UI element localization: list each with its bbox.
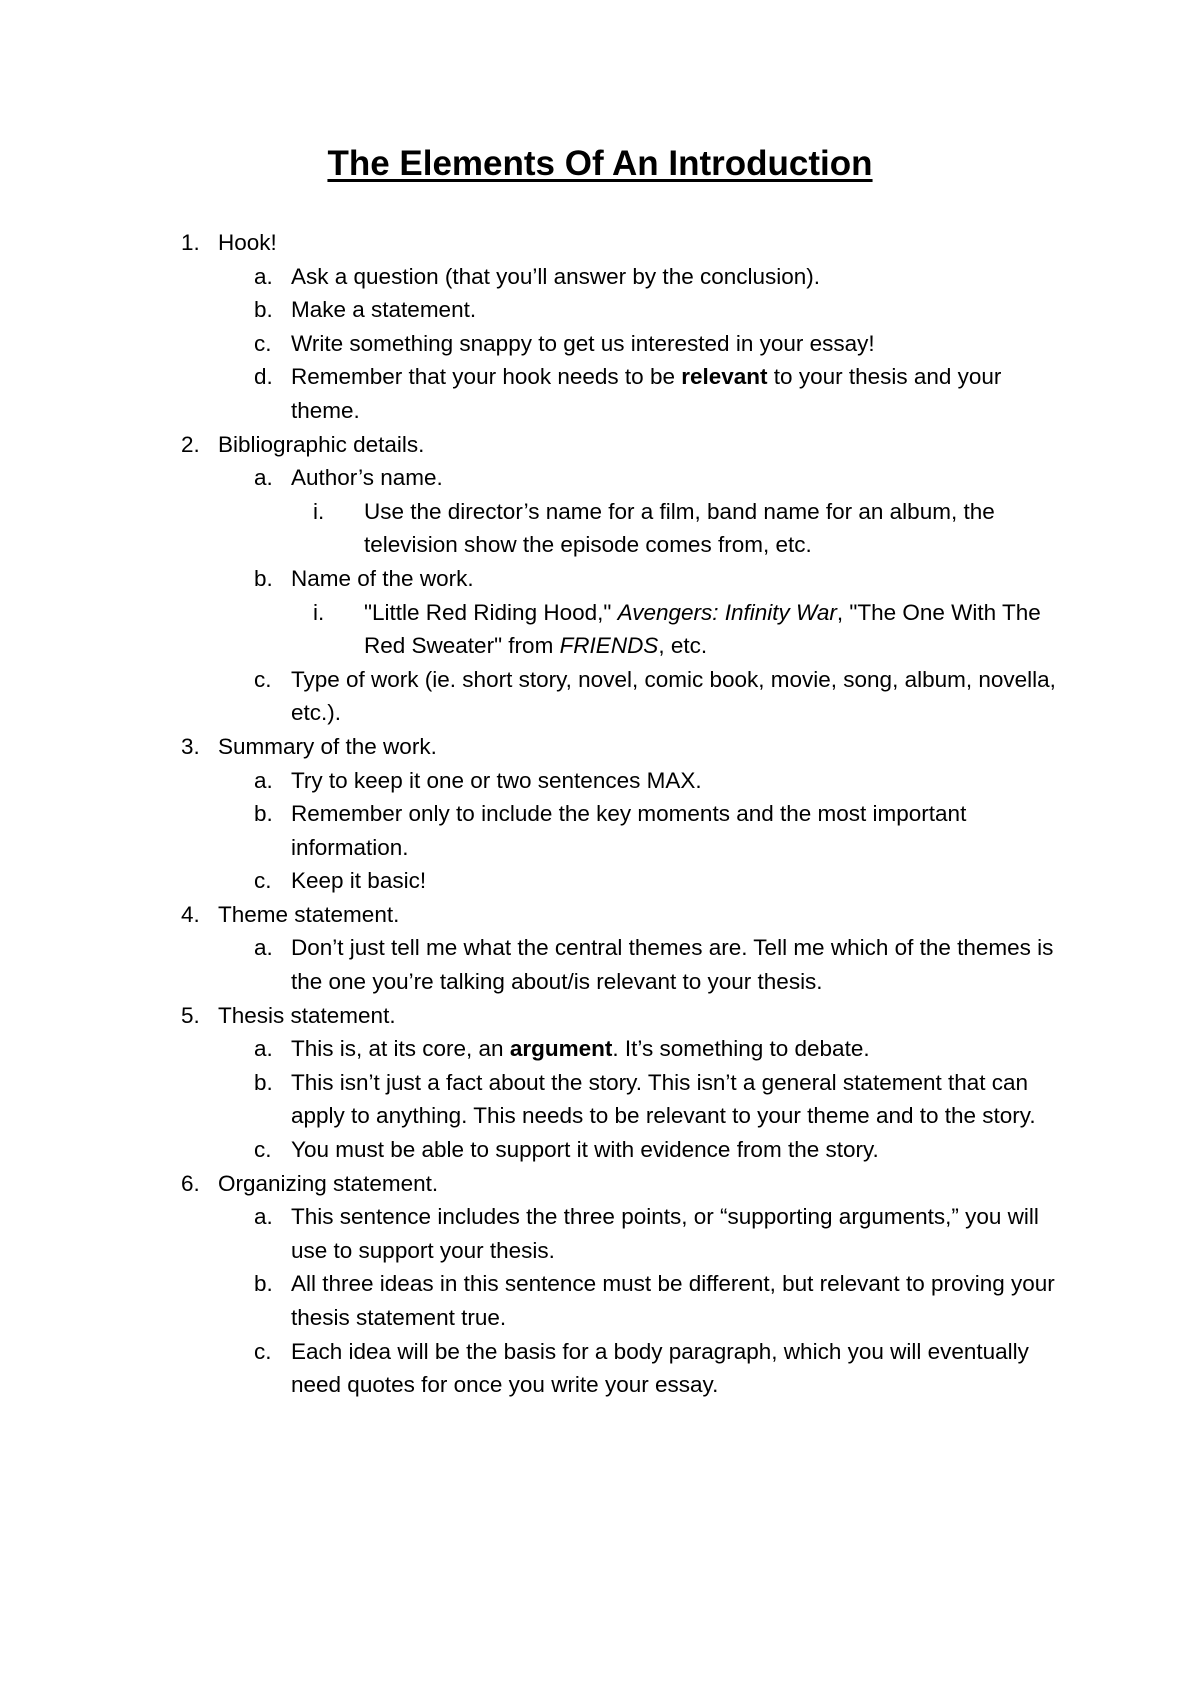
sub-item-text: This isn’t just a fact about the story. This isn’t a general statement that can apply to anything. This needs to be relevant to your theme and to the story. [291, 1069, 1036, 1129]
list-item-text: Organizing statement. [218, 1170, 439, 1196]
sub-list-item [0, 663, 1058, 730]
sub-list-item [0, 1335, 1058, 1402]
sub-item-text: All three ideas in this sentence must be different, but relevant to proving your thesis statement true. [291, 1271, 1055, 1330]
list-letter: c. [254, 1137, 272, 1163]
italic-title: FRIENDS [559, 633, 659, 659]
sub-list-item [0, 764, 1058, 798]
list-number: 4. [181, 901, 200, 927]
list-letter: c. [254, 868, 272, 894]
list-letter: c. [254, 330, 272, 356]
sub-item-text: Author’s name. [291, 465, 443, 491]
sub-item-text [291, 364, 1001, 423]
list-item [0, 1167, 1058, 1201]
sub-sub-list-item [0, 596, 1058, 663]
text-segment: "Little Red Riding Hood," [364, 599, 618, 625]
list-item [0, 428, 1058, 462]
list-letter: c. [254, 666, 272, 692]
page-title: The Elements Of An Introduction [327, 144, 873, 183]
list-letter: a. [254, 1204, 273, 1230]
list-item [0, 730, 1058, 764]
sub-list-item [0, 931, 1058, 998]
sub-item-text: You must be able to support it with evidence from the story. [291, 1137, 879, 1163]
list-item [0, 226, 1058, 260]
list-letter: d. [254, 364, 273, 390]
outline-list [0, 226, 1200, 1402]
sub-sub-item-text [364, 600, 1041, 659]
sub-list-item [0, 1133, 1058, 1167]
list-number: 6. [181, 1170, 200, 1196]
bold-emphasis: argument [509, 1036, 613, 1062]
list-item-text: Theme statement. [218, 901, 400, 927]
text-segment: Remember that your hook needs to be [291, 364, 682, 390]
sub-item-text: Keep it basic! [291, 868, 427, 894]
sub-list-item [0, 864, 1058, 898]
list-letter: b. [254, 801, 273, 827]
list-letter: b. [254, 565, 273, 591]
sub-item-text: Each idea will be the basis for a body paragraph, which you will eventually need quotes for once you write your essay. [291, 1338, 1029, 1398]
list-number: 5. [181, 1002, 200, 1028]
sub-list-item [0, 1267, 1058, 1334]
sub-item-text: Don’t just tell me what the central themes are. Tell me which of the themes is the one you’re talking about/is relevant to your thesis. [291, 935, 1054, 995]
sub-item-text [291, 1036, 870, 1061]
sub-list-item [0, 1200, 1058, 1267]
list-item-text: Thesis statement. [218, 1002, 396, 1028]
sub-sub-list-item [0, 495, 1058, 562]
sub-item-text: Remember only to include the key moments and the most important information. [291, 801, 967, 860]
list-letter: b. [254, 1069, 273, 1095]
sub-item-text: Name of the work. [291, 565, 474, 591]
list-item-text: Summary of the work. [218, 733, 437, 759]
list-letter: a. [254, 935, 273, 961]
list-item-text: Hook! [218, 230, 277, 255]
list-letter: a. [254, 767, 273, 793]
sub-list-item [0, 327, 1058, 361]
list-letter: a. [254, 263, 273, 289]
sub-list-item [0, 1066, 1058, 1133]
sub-item-text: Type of work (ie. short story, novel, comic book, movie, song, album, novella, etc.). [291, 666, 1056, 726]
list-number: 1. [181, 230, 200, 255]
list-roman: i. [313, 498, 325, 524]
sub-list-item [0, 260, 1058, 294]
list-letter: c. [254, 1338, 272, 1364]
sub-list-item [0, 461, 1058, 495]
sub-item-text: Write something snappy to get us interested in your essay! [291, 330, 875, 356]
list-number: 2. [181, 431, 200, 457]
list-letter: b. [254, 297, 273, 323]
sub-sub-item-text: Use the director’s name for a film, band name for an album, the television show the episode comes from, etc. [364, 498, 995, 558]
text-segment: , etc. [658, 633, 708, 659]
list-roman: i. [313, 599, 325, 625]
sub-list-item [0, 360, 1058, 427]
bold-emphasis: relevant [681, 364, 768, 390]
list-letter: b. [254, 1271, 273, 1297]
list-item-text: Bibliographic details. [218, 431, 425, 457]
sub-list-item [0, 1032, 1058, 1066]
text-segment: This is, at its core, an [291, 1036, 510, 1062]
list-item [0, 999, 1058, 1033]
sub-item-text: Ask a question (that you’ll answer by the conclusion). [291, 263, 821, 289]
list-item [0, 898, 1058, 932]
list-number: 3. [181, 733, 200, 759]
list-letter: a. [254, 1036, 273, 1062]
list-letter: a. [254, 465, 273, 491]
sub-list-item [0, 562, 1058, 596]
sub-item-text: Make a statement. [291, 297, 477, 323]
text-segment: to your thesis and your theme. [291, 364, 1002, 423]
sub-item-text: This sentence includes the three points, or “supporting arguments,” you will use to support your thesis. [291, 1204, 1039, 1263]
sub-list-item [0, 293, 1058, 327]
italic-title: Avengers: Infinity War [617, 599, 837, 625]
text-segment: , "The One With The Red Sweater" from [364, 599, 1041, 659]
sub-list-item [0, 797, 1058, 864]
sub-item-text: Try to keep it one or two sentences MAX. [291, 767, 702, 793]
text-segment: . It’s something to debate. [612, 1036, 870, 1062]
